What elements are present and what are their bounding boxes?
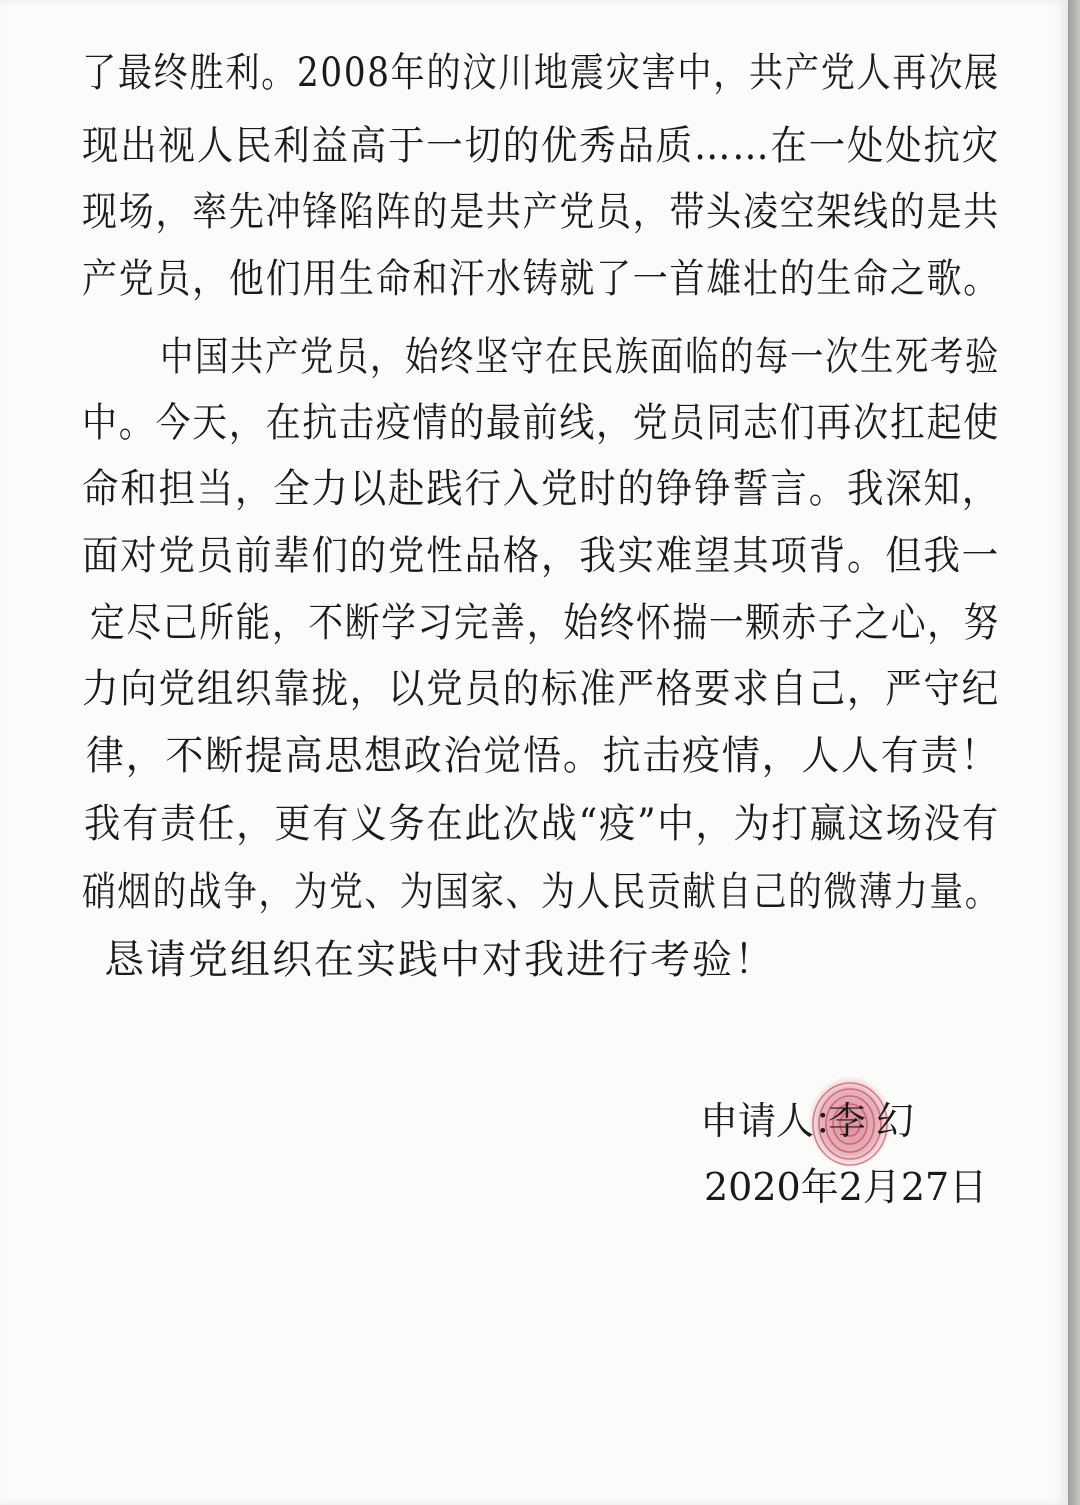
letter-line-4: 产党员，他们用生命和汗水铸就了一首雄壮的生命之歌。 bbox=[82, 256, 1001, 302]
letter-line-12: 我有责任，更有义务在此次战“疫”中，为打赢这场没有 bbox=[84, 801, 1000, 847]
letter-line-1: 了最终胜利。2008年的汶川地震灾害中，共产党人再次展 bbox=[82, 50, 1000, 96]
letter-line-3: 现场，率先冲锋陷阵的是共产党员，带头凌空架线的是共 bbox=[82, 189, 1001, 235]
page-edge-shadow bbox=[1068, 0, 1080, 1505]
letter-line-2: 现出视人民利益高于一切的优秀品质……在一处处抗灾 bbox=[82, 123, 1000, 169]
letter-line-7: 命和担当，全力以赴践行入党时的铮铮誓言。我深知， bbox=[82, 466, 1000, 512]
letter-line-5: 中国共产党员，始终坚守在民族面临的每一次生死考验 bbox=[160, 334, 1000, 380]
signature-name: 李幻 bbox=[828, 1099, 925, 1143]
letter-line-14: 恳请党组织在实践中对我进行考验！ bbox=[104, 937, 776, 983]
letter-line-9: 定尽己所能，不断学习完善，始终怀揣一颗赤子之心，努 bbox=[90, 600, 1001, 646]
letter-line-6: 中。今天，在抗击疫情的最前线，党员同志们再次扛起使 bbox=[82, 400, 1001, 446]
letter-line-13: 硝烟的战争，为党、为国家、为人民贡献自己的微薄力量。 bbox=[82, 869, 1001, 915]
signature-label: 申请人： bbox=[700, 1099, 853, 1143]
letter-line-8: 面对党员前辈们的党性品格，我实难望其项背。但我一 bbox=[82, 533, 1000, 579]
letter-line-11: 律，不断提高思想政治觉悟。抗击疫情，人人有责！ bbox=[86, 733, 1001, 779]
letter-line-10: 力向党组织靠拢，以党员的标准严格要求自己，严守纪 bbox=[82, 666, 1000, 712]
signature-date: 2020年2月27日 bbox=[704, 1165, 988, 1209]
